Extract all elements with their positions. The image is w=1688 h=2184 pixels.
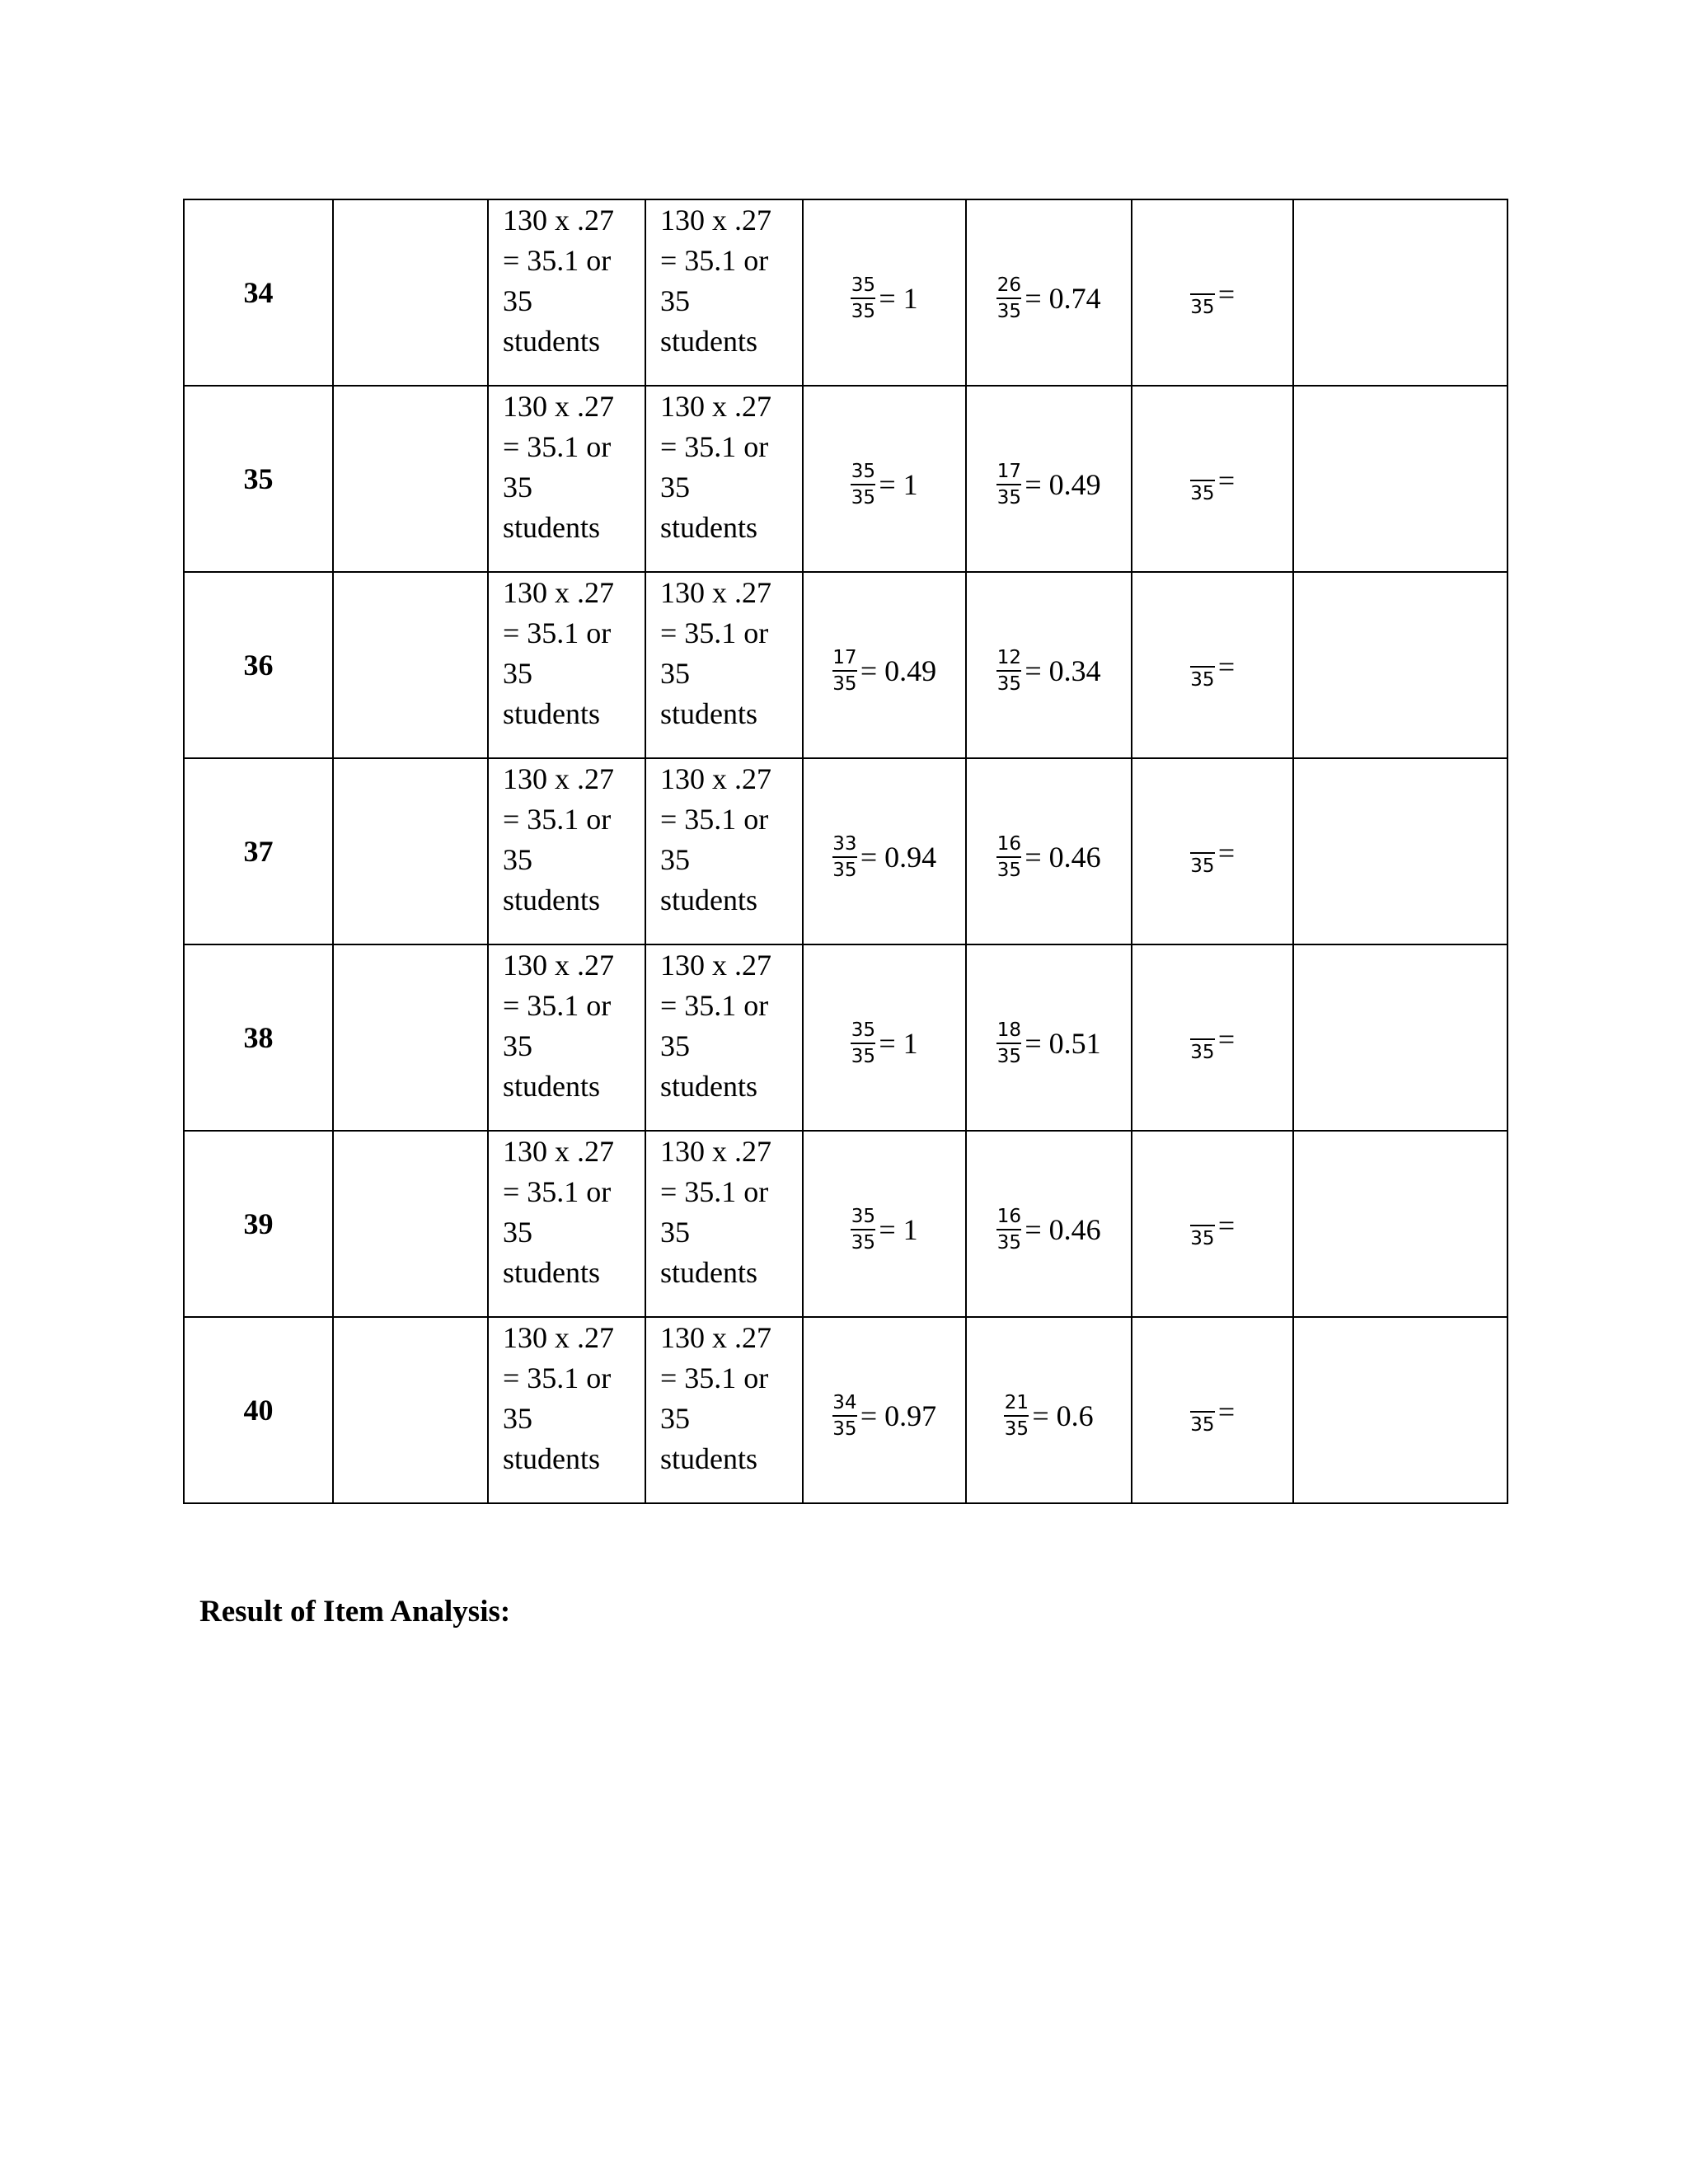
calc-line: = 35.1 or [503, 989, 612, 1022]
blank-fraction-cell [1132, 758, 1293, 944]
fraction-result: = 1 [879, 468, 918, 501]
fraction-expression [996, 834, 1100, 880]
fraction-result: = [1217, 650, 1236, 683]
calc-line: = 35.1 or [503, 616, 612, 649]
calc-line: = 35.1 or [660, 1361, 769, 1394]
fraction-denominator: 35 [1190, 1228, 1215, 1249]
fraction-expression [1190, 1389, 1235, 1435]
fraction-numerator [1190, 457, 1215, 481]
fraction [996, 648, 1021, 694]
lower-group-calc-cell [645, 758, 803, 944]
calc-line: students [660, 1442, 758, 1475]
fraction-expression [996, 1207, 1100, 1253]
fraction-expression [851, 1207, 917, 1253]
fraction-expression [1190, 1202, 1235, 1249]
fraction-numerator: 17 [996, 462, 1021, 485]
calc-line: 35 [503, 1029, 532, 1062]
calc-line: students [503, 1070, 601, 1103]
blank-fraction-cell [1132, 944, 1293, 1131]
fraction-denominator: 35 [1190, 669, 1215, 691]
calc-line: 130 x .27 [660, 1135, 771, 1168]
fraction-denominator: 35 [1190, 1414, 1215, 1436]
fraction-result: = 0.51 [1025, 1027, 1101, 1060]
fraction [1190, 1016, 1215, 1062]
table-row [184, 758, 1507, 944]
fraction [851, 275, 875, 321]
fraction-numerator: 35 [851, 1207, 875, 1230]
fraction-expression [996, 275, 1100, 321]
fraction-result: = 0.34 [1025, 654, 1101, 687]
discrimination-cell [966, 758, 1132, 944]
fraction-denominator: 35 [996, 860, 1021, 881]
fraction [1190, 271, 1215, 317]
item-number-cell [184, 386, 333, 572]
fraction-result: = [1217, 464, 1236, 497]
fraction-denominator: 35 [851, 1046, 875, 1067]
fraction-denominator: 35 [1190, 297, 1215, 318]
fraction-denominator: 35 [996, 1046, 1021, 1067]
calc-line: = 35.1 or [503, 1361, 612, 1394]
calc-line: 130 x .27 [660, 949, 771, 982]
fraction-numerator: 33 [832, 834, 857, 858]
fraction-expression [832, 648, 936, 694]
fraction-denominator: 35 [996, 487, 1021, 509]
fraction-result: = 0.49 [860, 654, 937, 687]
upper-group-calc-cell [488, 758, 645, 944]
fraction [996, 275, 1021, 321]
fraction-numerator [1190, 1016, 1215, 1040]
upper-group-calc-cell [488, 572, 645, 758]
fraction-numerator: 16 [996, 834, 1021, 858]
calc-line: = 35.1 or [660, 1175, 769, 1208]
fraction [996, 1207, 1021, 1253]
fraction-expression [832, 1393, 936, 1439]
fraction [1190, 1389, 1215, 1435]
calc-line: 130 x .27 [660, 390, 771, 423]
fraction-numerator: 35 [851, 275, 875, 299]
fraction [1190, 457, 1215, 504]
upper-group-calc-cell [488, 386, 645, 572]
fraction-result: = [1217, 278, 1236, 311]
item-number: 40 [243, 1394, 274, 1427]
empty-cell [1293, 572, 1507, 758]
item-number-cell [184, 199, 333, 386]
upper-group-calc-cell [488, 199, 645, 386]
calc-line: 130 x .27 [503, 949, 614, 982]
discrimination-cell [966, 199, 1132, 386]
calc-line: students [660, 697, 758, 730]
fraction-denominator: 35 [1190, 855, 1215, 877]
calc-line: = 35.1 or [503, 430, 612, 463]
item-number-cell [184, 572, 333, 758]
fraction-numerator [1190, 644, 1215, 668]
table-row [184, 944, 1507, 1131]
upper-group-calc-cell [488, 1131, 645, 1317]
calc-line: 35 [660, 1216, 690, 1249]
fraction-numerator [1190, 1389, 1215, 1413]
calc-line: 130 x .27 [660, 762, 771, 795]
empty-cell [1293, 1317, 1507, 1503]
fraction-expression [1190, 1016, 1235, 1062]
fraction-numerator: 35 [851, 462, 875, 485]
fraction-denominator: 35 [1004, 1418, 1029, 1440]
fraction-denominator: 35 [996, 1232, 1021, 1254]
empty-cell [333, 1131, 488, 1317]
fraction-numerator: 21 [1004, 1393, 1029, 1417]
fraction [832, 648, 857, 694]
item-number: 39 [243, 1207, 274, 1240]
fraction [1004, 1393, 1029, 1439]
fraction-result: = 0.46 [1025, 1213, 1101, 1246]
empty-cell [1293, 1131, 1507, 1317]
difficulty-cell [803, 944, 966, 1131]
calc-line: students [660, 1256, 758, 1289]
item-number: 37 [243, 835, 274, 868]
calc-line: 130 x .27 [503, 1321, 614, 1354]
calc-line: students [660, 325, 758, 358]
empty-cell [1293, 758, 1507, 944]
item-number: 34 [243, 276, 274, 309]
fraction-result: = 0.49 [1025, 468, 1101, 501]
discrimination-cell [966, 572, 1132, 758]
blank-fraction-cell [1132, 1131, 1293, 1317]
item-number-cell [184, 758, 333, 944]
fraction-denominator: 35 [851, 487, 875, 509]
discrimination-cell [966, 1131, 1132, 1317]
fraction-numerator [1190, 271, 1215, 295]
fraction-numerator: 12 [996, 648, 1021, 672]
calc-line: 35 [660, 657, 690, 690]
item-number: 36 [243, 649, 274, 682]
blank-fraction-cell [1132, 199, 1293, 386]
calc-line: 35 [660, 1029, 690, 1062]
calc-line: students [660, 1070, 758, 1103]
fraction-numerator: 17 [832, 648, 857, 672]
fraction [832, 1393, 857, 1439]
difficulty-cell [803, 1317, 966, 1503]
calc-line: 130 x .27 [503, 762, 614, 795]
fraction-denominator: 35 [1190, 1042, 1215, 1063]
fraction-expression [996, 462, 1100, 508]
calc-line: 130 x .27 [660, 576, 771, 609]
table-row [184, 572, 1507, 758]
fraction-expression [1190, 830, 1235, 876]
fraction-expression [1190, 457, 1235, 504]
fraction-result: = 0.46 [1025, 841, 1101, 874]
calc-line: = 35.1 or [503, 803, 612, 836]
empty-cell [333, 572, 488, 758]
blank-fraction-cell [1132, 1317, 1293, 1503]
fraction [1190, 644, 1215, 690]
upper-group-calc-cell [488, 944, 645, 1131]
fraction-expression [851, 1020, 917, 1066]
fraction-expression [851, 275, 917, 321]
calc-line: students [503, 883, 601, 916]
empty-cell [333, 199, 488, 386]
fraction [851, 1020, 875, 1066]
difficulty-cell [803, 386, 966, 572]
calc-line: students [503, 511, 601, 544]
calc-line: students [503, 1442, 601, 1475]
calc-line: students [503, 697, 601, 730]
calc-line: 35 [503, 1402, 532, 1435]
fraction-result: = [1217, 837, 1236, 869]
table-body [184, 199, 1507, 1503]
fraction-numerator [1190, 1202, 1215, 1226]
difficulty-cell [803, 199, 966, 386]
fraction [996, 1020, 1021, 1066]
fraction-result: = 0.97 [860, 1399, 937, 1432]
calc-line: 35 [660, 1402, 690, 1435]
fraction-denominator: 35 [1190, 483, 1215, 504]
calc-line: 130 x .27 [660, 204, 771, 237]
discrimination-cell [966, 944, 1132, 1131]
empty-cell [1293, 199, 1507, 386]
empty-cell [333, 758, 488, 944]
calc-line: students [503, 1256, 601, 1289]
calc-line: 130 x .27 [660, 1321, 771, 1354]
table-row [184, 199, 1507, 386]
lower-group-calc-cell [645, 1131, 803, 1317]
empty-cell [1293, 944, 1507, 1131]
fraction-denominator: 35 [832, 1418, 857, 1440]
item-analysis-table [183, 199, 1508, 1504]
fraction-numerator: 16 [996, 1207, 1021, 1230]
item-number: 38 [243, 1021, 274, 1054]
fraction [1190, 830, 1215, 876]
fraction-numerator: 34 [832, 1393, 857, 1417]
lower-group-calc-cell [645, 199, 803, 386]
fraction [851, 462, 875, 508]
calc-line: 130 x .27 [503, 1135, 614, 1168]
fraction-result: = 0.74 [1025, 282, 1101, 315]
calc-line: 130 x .27 [503, 204, 614, 237]
fraction-expression [996, 1020, 1100, 1066]
fraction-denominator: 35 [996, 673, 1021, 695]
item-number: 35 [243, 462, 274, 495]
table-row [184, 1131, 1507, 1317]
calc-line: = 35.1 or [503, 244, 612, 277]
calc-line: = 35.1 or [660, 616, 769, 649]
discrimination-cell [966, 1317, 1132, 1503]
calc-line: 35 [503, 657, 532, 690]
lower-group-calc-cell [645, 944, 803, 1131]
empty-cell [333, 944, 488, 1131]
item-number-cell [184, 1131, 333, 1317]
calc-line: = 35.1 or [660, 989, 769, 1022]
fraction-expression [1004, 1393, 1093, 1439]
calc-line: = 35.1 or [660, 430, 769, 463]
difficulty-cell [803, 572, 966, 758]
empty-cell [333, 1317, 488, 1503]
blank-fraction-cell [1132, 572, 1293, 758]
fraction-result: = 1 [879, 282, 918, 315]
empty-cell [1293, 386, 1507, 572]
calc-line: 35 [503, 843, 532, 876]
item-number-cell [184, 1317, 333, 1503]
calc-line: = 35.1 or [503, 1175, 612, 1208]
fraction-expression [851, 462, 917, 508]
calc-line: = 35.1 or [660, 803, 769, 836]
fraction-numerator: 26 [996, 275, 1021, 299]
item-number-cell [184, 944, 333, 1131]
fraction-numerator: 18 [996, 1020, 1021, 1044]
table-row [184, 386, 1507, 572]
fraction-result: = 1 [879, 1027, 918, 1060]
fraction-expression [832, 834, 936, 880]
table-row [184, 1317, 1507, 1503]
difficulty-cell [803, 758, 966, 944]
calc-line: students [503, 325, 601, 358]
discrimination-cell [966, 386, 1132, 572]
fraction-denominator: 35 [832, 673, 857, 695]
fraction-result: = [1217, 1395, 1236, 1428]
calc-line: 35 [503, 284, 532, 317]
fraction-numerator: 35 [851, 1020, 875, 1044]
upper-group-calc-cell [488, 1317, 645, 1503]
calc-line: 35 [660, 284, 690, 317]
fraction-result: = 0.94 [860, 841, 937, 874]
fraction-denominator: 35 [851, 1232, 875, 1254]
fraction [996, 834, 1021, 880]
fraction-result: = 0.6 [1032, 1399, 1094, 1432]
fraction [851, 1207, 875, 1253]
fraction [996, 462, 1021, 508]
calc-line: 35 [503, 471, 532, 504]
result-heading: Result of Item Analysis: [199, 1595, 511, 1629]
fraction-expression [996, 648, 1100, 694]
fraction-result: = 1 [879, 1213, 918, 1246]
fraction-expression [1190, 644, 1235, 690]
fraction-result: = [1217, 1023, 1236, 1056]
lower-group-calc-cell [645, 572, 803, 758]
calc-line: = 35.1 or [660, 244, 769, 277]
fraction-denominator: 35 [851, 301, 875, 322]
fraction-denominator: 35 [832, 860, 857, 881]
calc-line: 35 [503, 1216, 532, 1249]
calc-line: students [660, 883, 758, 916]
empty-cell [333, 386, 488, 572]
fraction [1190, 1202, 1215, 1249]
fraction-expression [1190, 271, 1235, 317]
calc-line: 130 x .27 [503, 576, 614, 609]
calc-line: students [660, 511, 758, 544]
fraction [832, 834, 857, 880]
blank-fraction-cell [1132, 386, 1293, 572]
calc-line: 35 [660, 471, 690, 504]
difficulty-cell [803, 1131, 966, 1317]
fraction-result: = [1217, 1209, 1236, 1242]
calc-line: 130 x .27 [503, 390, 614, 423]
lower-group-calc-cell [645, 386, 803, 572]
fraction-denominator: 35 [996, 301, 1021, 322]
lower-group-calc-cell [645, 1317, 803, 1503]
calc-line: 35 [660, 843, 690, 876]
fraction-numerator [1190, 830, 1215, 854]
